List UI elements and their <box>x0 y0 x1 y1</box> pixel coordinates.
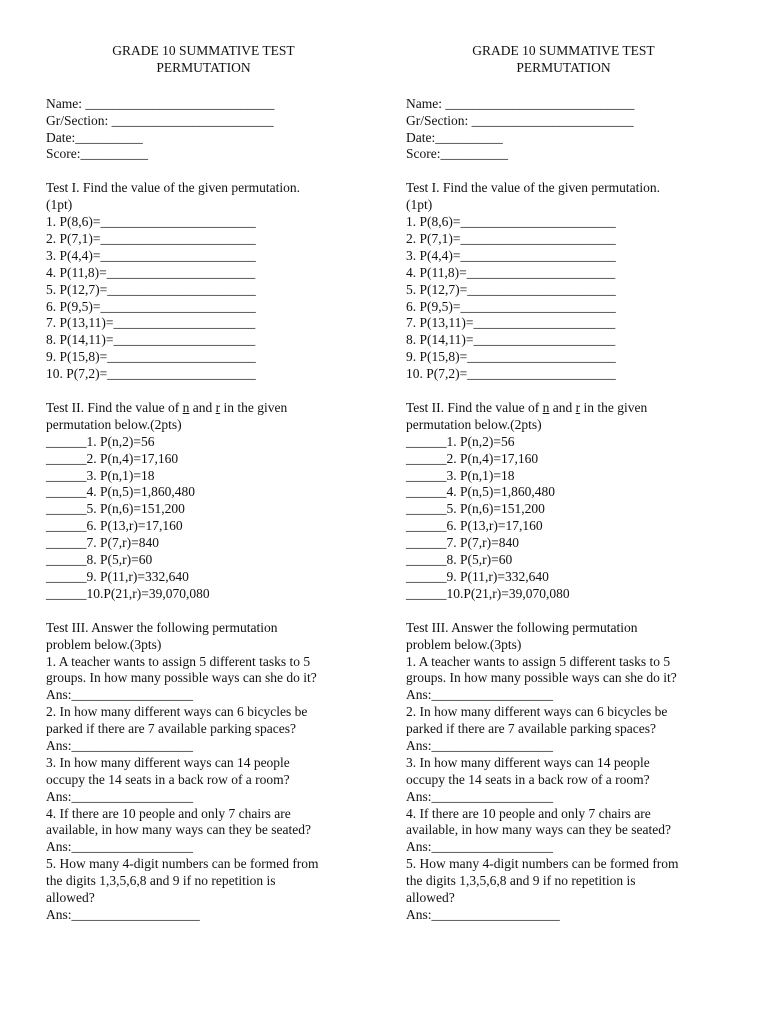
test2-heading: Test II. Find the value of n and r in the given <box>46 400 288 416</box>
test3-answer-line[interactable]: Ans:__________________ <box>46 788 194 804</box>
test1-item[interactable]: 10. P(7,2)=______________________ <box>406 366 616 382</box>
test1-item[interactable]: 8. P(14,11)=_____________________ <box>406 332 616 348</box>
test2-item[interactable]: ______6. P(13,r)=17,160 <box>406 518 543 534</box>
test1-item[interactable]: 9. P(15,8)=______________________ <box>46 349 256 365</box>
test3-answer-line[interactable]: Ans:__________________ <box>406 737 554 753</box>
date-field[interactable]: Date:__________ <box>46 129 143 145</box>
test1-item[interactable]: 5. P(12,7)=______________________ <box>46 281 256 297</box>
test1-item[interactable]: 2. P(7,1)=_______________________ <box>406 231 616 247</box>
test2-item[interactable]: ______8. P(5,r)=60 <box>46 552 153 568</box>
test-subtitle: PERMUTATION <box>516 59 611 75</box>
test3-answer-line[interactable]: Ans:__________________ <box>46 839 194 855</box>
test2-item[interactable]: ______9. P(11,r)=332,640 <box>46 568 189 584</box>
test2-item[interactable]: ______6. P(13,r)=17,160 <box>46 518 183 534</box>
test2-item[interactable]: ______8. P(5,r)=60 <box>406 552 513 568</box>
test1-item[interactable]: 4. P(11,8)=______________________ <box>46 264 256 280</box>
test3-q3-line: occupy the 14 seats in a back row of a room? <box>46 771 290 787</box>
test2-item[interactable]: ______7. P(7,r)=840 <box>46 535 159 551</box>
test2-item[interactable]: ______9. P(11,r)=332,640 <box>406 568 549 584</box>
test-title: GRADE 10 SUMMATIVE TEST <box>472 43 655 58</box>
test1-item[interactable]: 6. P(9,5)=_______________________ <box>46 298 256 314</box>
test3-heading: Test III. Answer the following permutation <box>46 619 278 635</box>
date-field[interactable]: Date:__________ <box>406 129 503 145</box>
score-field[interactable]: Score:__________ <box>406 146 508 162</box>
test2-heading: Test II. Find the value of n and r in the given <box>406 400 648 416</box>
test3-q4-line: 4. If there are 10 people and only 7 chairs are <box>46 805 291 821</box>
test3-q2-line: 2. In how many different ways can 6 bicycles be <box>46 704 308 720</box>
test3-q1-line: groups. In how many possible ways can she do it? <box>46 670 317 686</box>
worksheet-copy-right <box>406 43 746 924</box>
score-field[interactable]: Score:__________ <box>46 146 148 162</box>
test1-item[interactable]: 3. P(4,4)=_______________________ <box>46 247 256 263</box>
test3-q2-line: parked if there are 7 available parking spaces? <box>406 721 656 737</box>
test3-q2-line: 2. In how many different ways can 6 bicycles be <box>406 704 668 720</box>
test3-q5-line: the digits 1,3,5,6,8 and 9 if no repetition is <box>46 873 276 889</box>
test2-item[interactable]: ______4. P(n,5)=1,860,480 <box>406 484 555 500</box>
test-title: GRADE 10 SUMMATIVE TEST <box>112 43 295 58</box>
test1-item[interactable]: 7. P(13,11)=_____________________ <box>406 315 616 331</box>
test1-item[interactable]: 2. P(7,1)=_______________________ <box>46 231 256 247</box>
test1-item[interactable]: 7. P(13,11)=_____________________ <box>46 315 256 331</box>
test3-heading: Test III. Answer the following permutation <box>406 619 638 635</box>
test3-q1-line: 1. A teacher wants to assign 5 different tasks to 5 <box>406 653 671 669</box>
test3-q4-line: 4. If there are 10 people and only 7 chairs are <box>406 805 651 821</box>
test1-item[interactable]: 5. P(12,7)=______________________ <box>406 281 616 297</box>
test3-answer-line[interactable]: Ans:__________________ <box>406 788 554 804</box>
test2-item[interactable]: ______2. P(n,4)=17,160 <box>46 450 179 466</box>
test3-q3-line: 3. In how many different ways can 14 people <box>46 754 290 770</box>
test1-points: (1pt) <box>406 197 433 213</box>
section-field[interactable]: Gr/Section: ________________________ <box>46 112 274 128</box>
worksheet-copy-left <box>46 43 386 924</box>
test3-answer-line[interactable]: Ans:__________________ <box>46 687 194 703</box>
test3-q5-line: the digits 1,3,5,6,8 and 9 if no repetition is <box>406 873 636 889</box>
name-field[interactable]: Name: ____________________________ <box>406 95 635 111</box>
test1-item[interactable]: 8. P(14,11)=_____________________ <box>46 332 256 348</box>
test2-item[interactable]: ______2. P(n,4)=17,160 <box>406 450 539 466</box>
test3-q5-line: allowed? <box>46 889 95 905</box>
test3-heading-cont: problem below.(3pts) <box>46 636 162 652</box>
test2-heading-cont: permutation below.(2pts) <box>46 416 182 432</box>
test3-answer-line[interactable]: Ans:___________________ <box>406 906 560 922</box>
test1-item[interactable]: 6. P(9,5)=_______________________ <box>406 298 616 314</box>
test3-answer-line[interactable]: Ans:__________________ <box>406 687 554 703</box>
test3-q5-line: allowed? <box>406 889 455 905</box>
test2-item[interactable]: ______5. P(n,6)=151,200 <box>406 501 545 517</box>
test1-points: (1pt) <box>46 197 73 213</box>
test1-item[interactable]: 10. P(7,2)=______________________ <box>46 366 256 382</box>
test2-item[interactable]: ______3. P(n,1)=18 <box>406 467 515 483</box>
test2-item[interactable]: ______10.P(21,r)=39,070,080 <box>406 585 570 601</box>
test3-heading-cont: problem below.(3pts) <box>406 636 522 652</box>
test1-item[interactable]: 4. P(11,8)=______________________ <box>406 264 616 280</box>
test1-item[interactable]: 9. P(15,8)=______________________ <box>406 349 616 365</box>
test3-q1-line: groups. In how many possible ways can she do it? <box>406 670 677 686</box>
test3-q1-line: 1. A teacher wants to assign 5 different tasks to 5 <box>46 653 311 669</box>
test2-item[interactable]: ______3. P(n,1)=18 <box>46 467 155 483</box>
name-field[interactable]: Name: ____________________________ <box>46 95 275 111</box>
test3-q4-line: available, in how many ways can they be seated? <box>406 822 672 838</box>
section-field[interactable]: Gr/Section: ________________________ <box>406 112 634 128</box>
test1-item[interactable]: 3. P(4,4)=_______________________ <box>406 247 616 263</box>
test3-q3-line: 3. In how many different ways can 14 people <box>406 754 650 770</box>
test2-item[interactable]: ______4. P(n,5)=1,860,480 <box>46 484 195 500</box>
test1-item[interactable]: 1. P(8,6)=_______________________ <box>406 214 616 230</box>
test3-q4-line: available, in how many ways can they be seated? <box>46 822 312 838</box>
test-subtitle: PERMUTATION <box>156 59 251 75</box>
test3-q5-line: 5. How many 4-digit numbers can be formed from <box>46 856 319 872</box>
test2-item[interactable]: ______10.P(21,r)=39,070,080 <box>46 585 210 601</box>
test3-answer-line[interactable]: Ans:__________________ <box>406 839 554 855</box>
test3-answer-line[interactable]: Ans:___________________ <box>46 906 200 922</box>
test2-item[interactable]: ______1. P(n,2)=56 <box>406 433 515 449</box>
test2-item[interactable]: ______1. P(n,2)=56 <box>46 433 155 449</box>
test3-q2-line: parked if there are 7 available parking spaces? <box>46 721 296 737</box>
test1-item[interactable]: 1. P(8,6)=_______________________ <box>46 214 256 230</box>
test2-item[interactable]: ______7. P(7,r)=840 <box>406 535 519 551</box>
test3-q3-line: occupy the 14 seats in a back row of a room? <box>406 771 650 787</box>
test3-q5-line: 5. How many 4-digit numbers can be formed from <box>406 856 679 872</box>
test1-heading: Test I. Find the value of the given permutation. <box>406 180 660 196</box>
test2-heading-cont: permutation below.(2pts) <box>406 416 542 432</box>
test3-answer-line[interactable]: Ans:__________________ <box>46 737 194 753</box>
test1-heading: Test I. Find the value of the given permutation. <box>46 180 300 196</box>
test2-item[interactable]: ______5. P(n,6)=151,200 <box>46 501 185 517</box>
